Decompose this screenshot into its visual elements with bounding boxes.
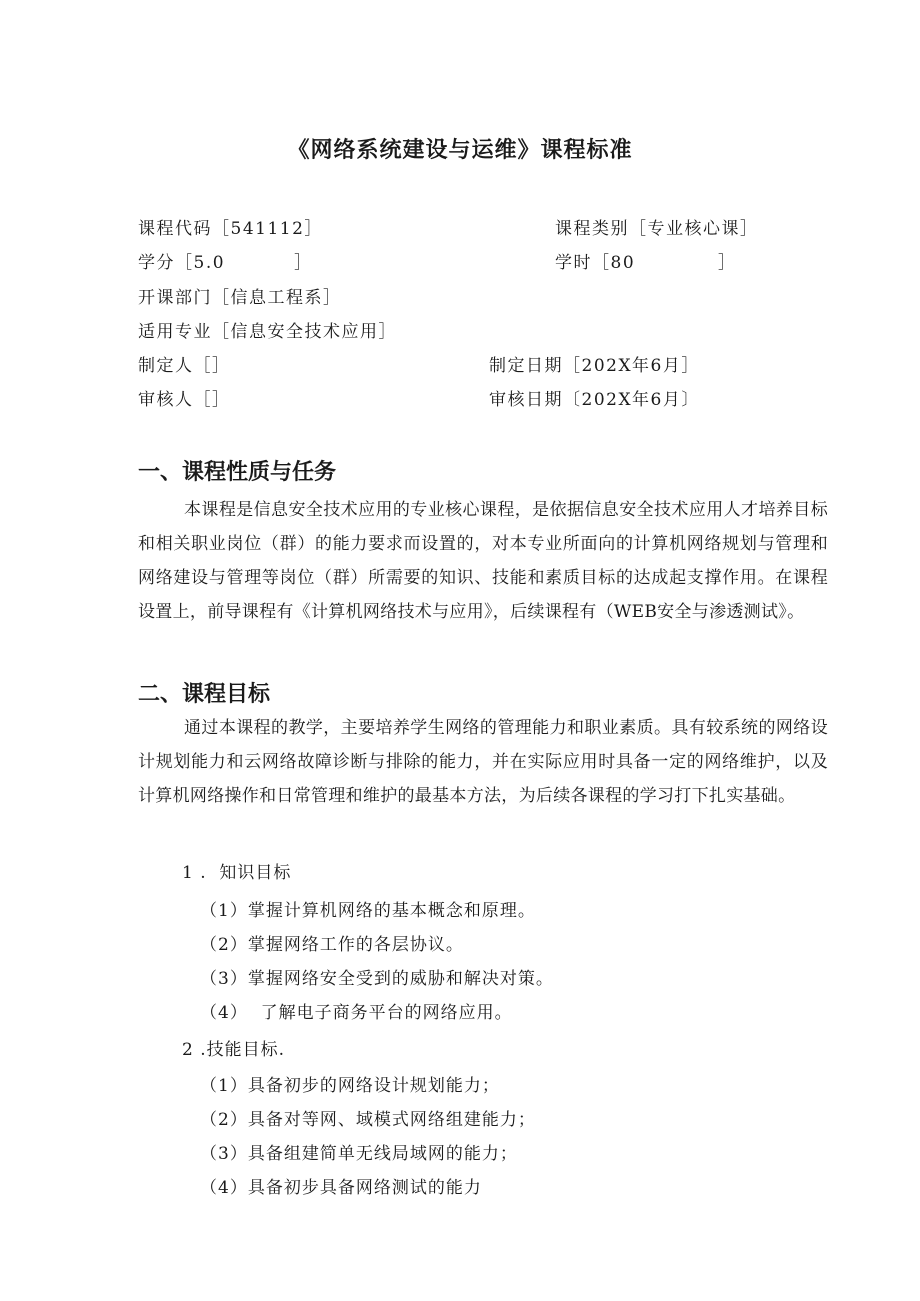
department: 开课部门［信息工程系］: [138, 288, 342, 308]
credits: 学分［5.0 ］: [138, 253, 313, 273]
skills-item: （2）具备对等网、域模式网络组建能力；: [200, 1110, 536, 1130]
knowledge-goals-heading: 1 . 知识目标: [182, 863, 292, 883]
section-2-body: 通过本课程的教学，主要培养学生网络的管理能力和职业素质。具有较系统的网络设计规划能力和云网络故障诊断与排除的能力，并在实际应用时具备一定的网络维护，以及计算机网络操作和日常管理和维护的最基本方法，为后续各课程的学习打下扎实基础。: [138, 718, 828, 806]
reviewer: 审核人［］: [138, 390, 231, 410]
knowledge-item: （3）掌握网络安全受到的威胁和解决对策。: [200, 969, 554, 989]
hours: 学时［80 ］: [555, 253, 737, 273]
course-type: 课程类别［专业核心课］: [555, 219, 759, 239]
section-1-body: 本课程是信息安全技术应用的专业核心课程，是依据信息安全技术应用人才培养目标和相关职业岗位（群）的能力要求而设置的，对本专业所面向的计算机网络规划与管理和网络建设与管理等岗位（群）所需要的知识、技能和素质目标的达成起支撑作用。在课程设置上，前导课程有《计算机网络技术与应用》，后续课程有（WEB安全与渗透测试》。: [138, 500, 828, 622]
skills-item: （3）具备组建简单无线局域网的能力；: [200, 1144, 518, 1164]
section-2-heading: 二、课程目标: [138, 682, 271, 707]
skills-item: （4）具备初步具备网络测试的能力: [200, 1178, 482, 1198]
author-date: 制定日期［202X年6月］: [489, 356, 700, 376]
knowledge-item: （2）掌握网络工作的各层协议。: [200, 935, 464, 955]
review-date: 审核日期〔202X年6月〕: [489, 390, 700, 410]
knowledge-item: （4） 了解电子商务平台的网络应用。: [200, 1003, 513, 1023]
section-1-heading: 一、课程性质与任务: [138, 460, 337, 485]
document-title: 《网络系统建设与运维》课程标准: [287, 138, 633, 163]
applicable-major: 适用专业［信息安全技术应用］: [138, 322, 397, 342]
skills-item: （1）具备初步的网络设计规划能力；: [200, 1076, 500, 1096]
course-code: 课程代码［541112］: [138, 219, 323, 239]
skills-goals-heading: 2 .技能目标.: [182, 1040, 286, 1060]
author: 制定人［］: [138, 356, 231, 376]
knowledge-item: （1）掌握计算机网络的基本概念和原理。: [200, 901, 536, 921]
